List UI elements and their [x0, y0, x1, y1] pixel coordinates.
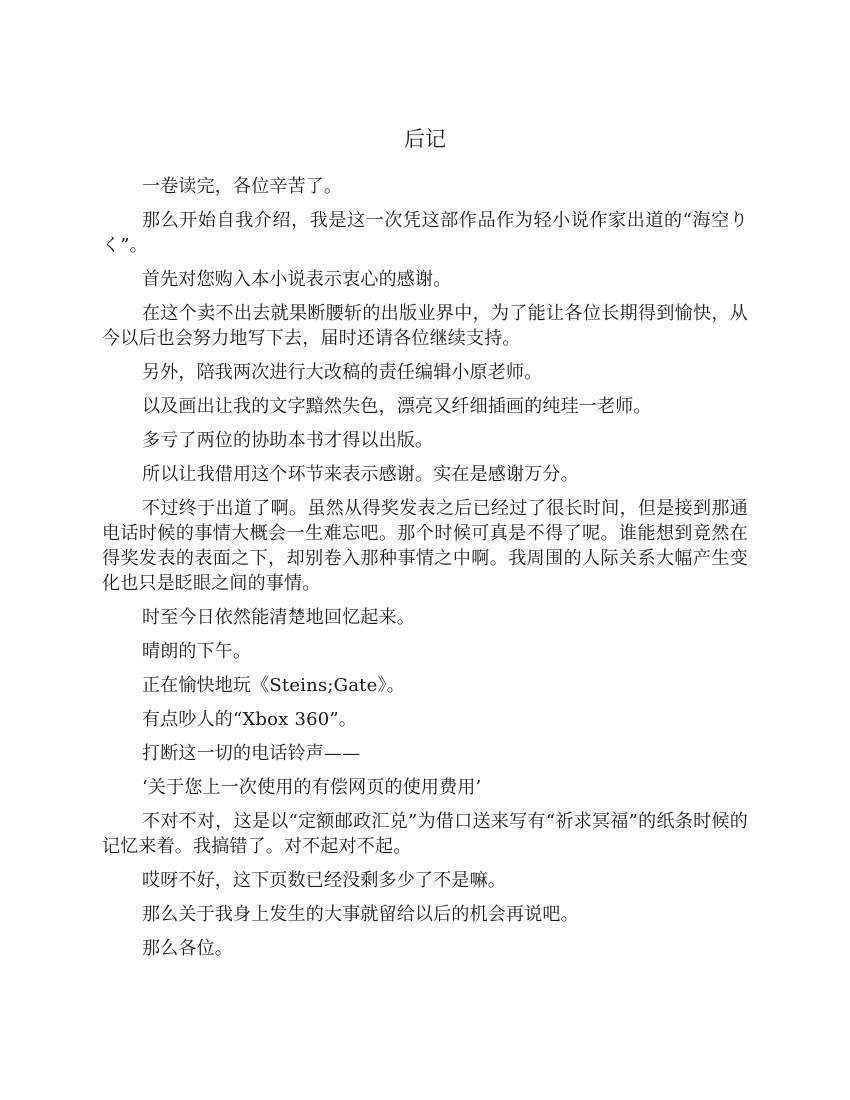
paragraph: 不对不对，这是以“定额邮政汇兑”为借口送来写有“祈求冥福”的纸条时候的记忆来着。我搞错了。对不起对不起。	[102, 811, 748, 857]
document-page	[102, 124, 748, 970]
paragraph: 有点吵人的“Xbox 360”。	[142, 709, 358, 730]
paragraph: 首先对您购入本小说表示衷心的感谢。	[142, 269, 452, 290]
paragraph: 那么开始自我介绍，我是这一次凭这部作品作为轻小说作家出道的“海空りく”。	[102, 210, 748, 256]
paragraph: 以及画出让我的文字黯然失色，漂亮又纤细插画的纯珪一老师。	[142, 396, 652, 417]
paragraph: 在这个卖不出去就果断腰斩的出版业界中，为了能让各位长期得到愉快，从今以后也会努力地写下去，届时还请各位继续支持。	[102, 303, 748, 349]
paragraph: 那么各位。	[142, 938, 233, 959]
paragraph: 不过终于出道了啊。虽然从得奖发表之后已经过了很长时间，但是接到那通电话时候的事情大概会一生难忘吧。那个时候可真是不得了呢。谁能想到竟然在得奖发表的表面之下，却别卷入那种事情之中啊。我周围的人际关系大幅产生变化也只是眨眼之间的事情。	[102, 498, 748, 594]
paragraph: 晴朗的下午。	[142, 641, 252, 662]
page-title: 后记	[404, 127, 446, 151]
paragraph: 另外，陪我两次进行大改稿的责任编辑小原老师。	[142, 362, 543, 383]
paragraph: 所以让我借用这个环节来表示感谢。实在是感谢万分。	[142, 464, 579, 485]
paragraph: 哎呀不好，这下页数已经没剩多少了不是嘛。	[142, 870, 506, 891]
paragraph: 打断这一切的电话铃声——	[142, 743, 361, 764]
paragraph: ‘关于您上一次使用的有偿网页的使用费用’	[142, 777, 482, 798]
paragraph: 一卷读完，各位辛苦了。	[142, 176, 343, 197]
paragraph: 多亏了两位的协助本书才得以出版。	[142, 430, 434, 451]
paragraph: 那么关于我身上发生的大事就留给以后的机会再说吧。	[142, 904, 579, 925]
paragraph: 时至今日依然能清楚地回忆起来。	[142, 607, 415, 628]
paragraph: 正在愉快地玩《Steins;Gate》。	[142, 675, 405, 696]
